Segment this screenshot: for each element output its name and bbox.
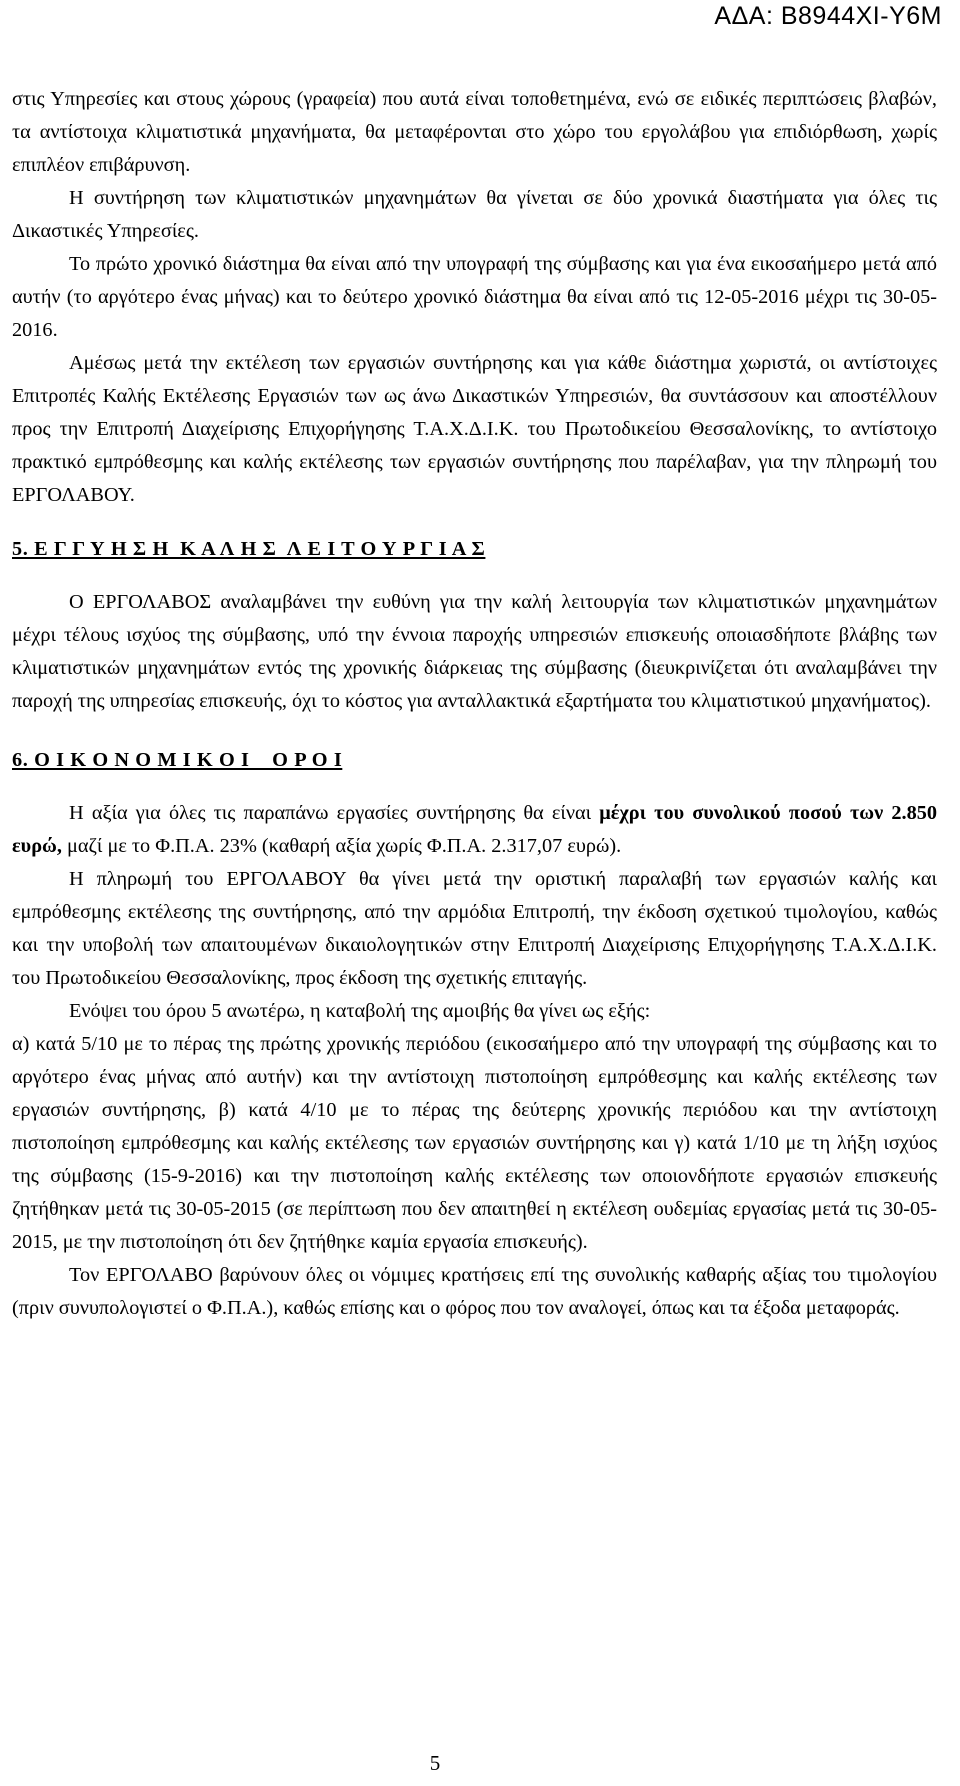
paragraph-committee-report: Αμέσως μετά την εκτέλεση των εργασιών συντήρησης και για κάθε διάστημα χωριστά, οι αντίστοιχες Επιτροπές Καλής Εκτέλεσης Εργασιών των ως άνω Δικαστικών Υπηρεσιών, θα συντάσσουν και αποστέλλουν προς την Επιτροπή Διαχείρισης Επιχορήγησης Τ.Α.Χ.Δ.Ι.Κ. του Πρωτοδικείου Θεσσαλονίκης, το αντίστοιχο πρακτικό εμπρόθεσμης και καλής εκτέλεσης των εργασιών συντήρησης που παρέλαβαν, για την πληρωμή του ΕΡΓΟΛΑΒΟΥ. [12, 352, 937, 506]
paragraph-maintenance-periods: Η συντήρηση των κλιματιστικών μηχανημάτων θα γίνεται σε δύο χρονικά διαστήματα για όλες τις Δικαστικές Υπηρεσίες. [12, 187, 937, 242]
paragraph-period-dates: Το πρώτο χρονικό διάστημα θα είναι από την υπογραφή της σύμβασης και για ένα εικοσαήμερο μετά από αυτήν (το αργότερο ένας μήνας) και το δεύτερο χρονικό διάστημα θα είναι από τις 12-05-2016 μέχρι τις 30-05-2016. [12, 253, 937, 341]
ada-code: ΑΔΑ: Β8944ΧΙ-Υ6Μ [714, 2, 942, 30]
paragraph-total-value [12, 797, 937, 863]
document-body [12, 83, 937, 1325]
paragraph-payment-intro: Ενόψει του όρου 5 ανωτέρω, η καταβολή της αμοιβής θα γίνει ως εξής: [69, 1000, 651, 1022]
value-text-bold: μέχρι του συνολικού ποσού των 2.850 ευρώ, [12, 802, 937, 857]
paragraph-maintenance-location: στις Υπηρεσίες και στους χώρους (γραφεία) που αυτά είναι τοποθετημένα, ενώ σε ειδικές περιπτώσεις βλαβών, τα αντίστοιχα κλιματιστικά μηχανήματα, θα μεταφέρονται στο χώρο του εργολάβου για επιδιόρθωση, χωρίς επιπλέον επιβάρυνση. [12, 88, 937, 176]
section-heading-good-operation-guarantee: 5. Ε Γ Γ Υ Η Σ Η Κ Α Λ Η Σ Λ Ε Ι Τ Ο Υ Ρ Γ Ι Α Σ [12, 538, 486, 560]
paragraph-deductions: Τον ΕΡΓΟΛΑΒΟ βαρύνουν όλες οι νόμιμες κρατήσεις επί της συνολικής καθαρής αξίας του τιμολογίου (πριν συνυπολογιστεί ο Φ.Π.Α.), καθώς επίσης και ο φόρος που τον αναλογεί, όπως και τα έξοδα μεταφοράς. [12, 1264, 937, 1319]
page-number: 5 [429, 1751, 441, 1775]
paragraph-contractor-responsibility: Ο ΕΡΓΟΛΑΒΟΣ αναλαμβάνει την ευθύνη για την καλή λειτουργία των κλιματιστικών μηχανημάτων μέχρι τέλους ισχύος της σύμβασης, υπό την έννοια παροχής υπηρεσιών επισκευής οποιασδήποτε βλάβης των κλιματιστικών μηχανημάτων εντός της χρονικής διάρκειας της σύμβασης (διευκρινίζεται ότι αναλαμβάνει την παροχή της υπηρεσίας επισκευής, όχι το κόστος για ανταλλακτικά εξαρτήματα του κλιματιστικού μηχανήματος). [12, 591, 937, 712]
value-text-start: Η αξία για όλες τις παραπάνω εργασίες συντήρησης θα είναι [69, 802, 600, 824]
section-heading-financial-terms: 6. Ο Ι Κ Ο Ν Ο Μ Ι Κ Ο Ι Ο Ρ Ο Ι [12, 749, 343, 771]
paragraph-payment-conditions: Η πληρωμή του ΕΡΓΟΛΑΒΟΥ θα γίνει μετά την οριστική παραλαβή των εργασιών καλής και εμπρόθεσμης εκτέλεσης της συντήρησης, από την αρμόδια Επιτροπή, την έκδοση σχετικού τιμολογίου, καθώς και την υποβολή των απαιτουμένων δικαιολογητικών στην Επιτροπή Διαχείρισης Επιχορήγησης Τ.Α.Χ.Δ.Ι.Κ. του Πρωτοδικείου Θεσσαλονίκης, προς έκδοση της σχετικής επιταγής. [12, 868, 937, 989]
value-text-end: μαζί με το Φ.Π.Α. 23% (καθαρή αξία χωρίς Φ.Π.Α. 2.317,07 ευρώ). [61, 835, 622, 857]
paragraph-payment-installments: α) κατά 5/10 με το πέρας της πρώτης χρονικής περιόδου (εικοσαήμερο από την υπογραφή της σύμβασης και το αργότερο ένας μήνας από αυτήν) και την αντίστοιχη πιστοποίηση εμπρόθεσμης και καλής εκτέλεσης των εργασιών συντήρησης, β) κατά 4/10 με το πέρας της δεύτερης χρονικής περιόδου και την αντίστοιχη πιστοποίηση εμπρόθεσμης και καλής εκτέλεσης των εργασιών συντήρησης και γ) κατά 1/10 με τη λήξη ισχύος της σύμβασης (15-9-2016) και την πιστοποίηση καλής εκτέλεσης των οποιονδήποτε εργασιών επισκευής ζητήθηκαν μετά τις 30-05-2015 (σε περίπτωση που δεν απαιτηθεί η εκτέλεση ουδεμίας εργασίας μετά τις 30-05-2015, με την πιστοποίηση ότι δεν ζητήθηκε καμία εργασία επισκευής). [12, 1033, 937, 1253]
